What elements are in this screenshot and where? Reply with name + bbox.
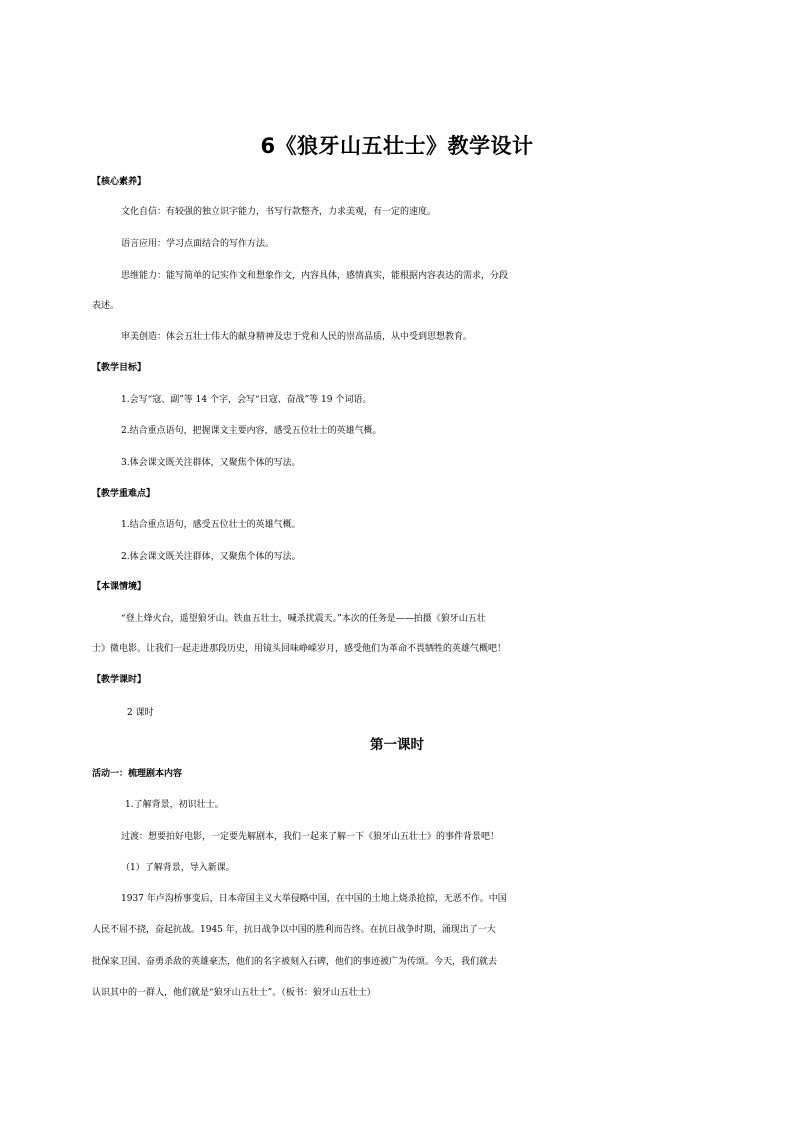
section-heading-keypoints: 【教学重难点】 [92,489,156,499]
activity-heading: 活动一：梳理剧本内容 [92,769,183,779]
paragraph: 思维能力：能写简单的记实作文和想象作文，内容具体，感情真实，能根据内容表达的需求，分段 [121,271,509,281]
paragraph: 人民不屈不挠，奋起抗战。1945 年，抗日战争以中国的胜利而告终。在抗日战争时期，涌现出了一大 [92,925,496,935]
list-item: 1.了解背景，初识壮士。 [125,800,224,810]
section-heading-goals: 【教学目标】 [92,363,147,373]
paragraph: “登上烽火台，遥望狼牙山。铁血五壮士，喊杀扰震天。”本次的任务是——拍摄《狼牙山五壮 [121,614,486,624]
paragraph: 表述。 [92,301,120,311]
list-item: 2.结合重点语句，把握课文主要内容，感受五位壮士的英雄气概。 [121,426,382,436]
section-heading-hours: 【教学课时】 [92,675,147,685]
paragraph: 认识其中的一群人，他们就是“狼牙山五壮士”。（板书：狼牙山五壮士） [92,988,376,998]
class-hours-value: 2 课时 [127,708,154,718]
list-item: 3.体会课文既关注群体，又聚焦个体的写法。 [121,458,301,468]
sub-step: （1）了解背景，导入新课。 [121,863,235,873]
paragraph: 过渡：想要拍好电影，一定要先解剧本，我们一起来了解一下《狼牙山五壮士》的事件背景吧！ [121,832,500,842]
paragraph: 审美创造：体会五壮士伟大的献身精神及忠于党和人民的崇高品质，从中受到思想教育。 [121,332,473,342]
paragraph: 士》微电影。让我们一起走进那段历史，用镜头回味峥嵘岁月，感受他们为革命不畏牺牲的英雄气概吧！ [92,644,507,654]
list-item: 2.体会课文既关注群体，又聚焦个体的写法。 [121,552,301,562]
page-title: 6《狼牙山五壮士》教学设计 [260,134,534,158]
paragraph: 1937 年卢沟桥事变后，日本帝国主义大举侵略中国，在中国的土地上烧杀抢掠，无恶不作。中国 [121,894,507,904]
list-item: 1.会写“寇、副”等 14 个字，会写“日寇、奋战”等 19 个词语。 [121,395,372,405]
paragraph: 语言应用：学习点面结合的写作方法。 [121,239,275,249]
section-heading-context: 【本课情境】 [92,582,147,592]
section-heading-core: 【核心素养】 [92,177,147,187]
paragraph: 批保家卫国、奋勇杀敌的英雄豪杰，他们的名字被刻入石碑，他们的事迹被广为传颂。今天，我们就去 [92,957,498,967]
list-item: 1.结合重点语句，感受五位壮士的英雄气概。 [121,520,301,530]
paragraph: 文化自信：有较强的独立识字能力，书写行款整齐，力求美观，有一定的速度。 [121,207,437,217]
lesson-title: 第一课时 [370,737,424,753]
